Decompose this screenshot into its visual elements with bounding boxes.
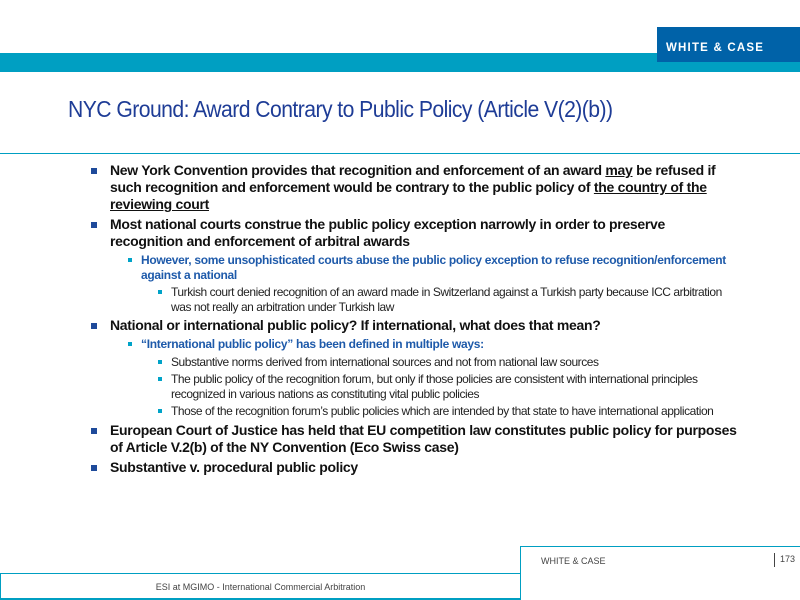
bullet-substantive-procedural — [91, 459, 741, 476]
text: European Court of Justice has held that EU competition law constitutes public policy for purposes of Article V.2(b) of the NY Convention (Eco Swiss case) — [110, 421, 737, 455]
slide-content — [91, 162, 741, 479]
bullet-narrow-construction — [91, 216, 741, 250]
bullet-icon — [91, 323, 97, 329]
title-divider — [0, 153, 800, 154]
bullet-icon — [158, 409, 162, 413]
footer-course-box — [0, 573, 521, 600]
subbullet-definitions — [128, 337, 741, 352]
footer-firm: WHITE & CASE — [541, 556, 606, 566]
subsubbullet-turkish — [158, 285, 741, 314]
slide-title: NYC Ground: Award Contrary to Public Policy (Article V(2)(b)) — [68, 96, 613, 122]
subbullet-abuse — [128, 253, 741, 282]
bullet-national-international — [91, 317, 741, 334]
subsubbullet-recognition-forum — [158, 372, 741, 401]
text: “International public policy” has been defined in multiple ways: — [141, 337, 484, 351]
page-number: 173 — [780, 554, 796, 564]
text: New York Convention provides that recognition and enforcement of an award — [110, 162, 606, 178]
text: Those of the recognition forum’s public policies which are intended by that state to have international application — [171, 404, 714, 418]
bullet-nyc-provision — [91, 162, 741, 213]
footer-separator — [774, 553, 775, 567]
bullet-icon — [128, 342, 132, 346]
bullet-icon — [91, 428, 97, 434]
text: Substantive v. procedural public policy — [110, 458, 358, 475]
footer-course: ESI at MGIMO - International Commercial Arbitration — [155, 582, 366, 592]
text: National or international public policy? If international, what does that mean? — [110, 317, 601, 333]
bullet-icon — [91, 168, 97, 174]
subsubbullet-international-application — [158, 404, 741, 419]
emphasis-may: may — [605, 162, 633, 178]
bullet-icon — [91, 222, 97, 228]
bullet-icon — [158, 360, 162, 364]
subsubbullet-substantive-norms — [158, 355, 741, 370]
text: The public policy of the recognition forum, but only if those policies are consistent with international principles recognized in various nations as constituting vital public policies — [171, 372, 698, 401]
emphasis-country: the country of the reviewing court — [110, 179, 707, 212]
text: Substantive norms derived from international sources and not from national law sources — [171, 354, 599, 369]
footer-firm-box — [520, 546, 800, 574]
bullet-icon — [158, 377, 162, 381]
text: Turkish court denied recognition of an award made in Switzerland against a Turkish party because ICC arbitration was not really an arbitration under Turkish law — [171, 285, 722, 314]
white-case-logo: WHITE & CASE — [657, 27, 800, 62]
text: Most national courts construe the public policy exception narrowly in order to preserve recognition and enforcement of arbitral awards — [110, 216, 666, 249]
bullet-icon — [128, 258, 132, 262]
bullet-icon — [91, 465, 97, 471]
bullet-icon — [158, 290, 162, 294]
text: However, some unsophisticated courts abuse the public policy exception to refuse recognition/enforcement against a national — [141, 253, 726, 282]
text: be refused if such recognition and enforcement would be contrary to the public policy of — [110, 162, 716, 195]
bullet-ecj — [91, 422, 741, 456]
